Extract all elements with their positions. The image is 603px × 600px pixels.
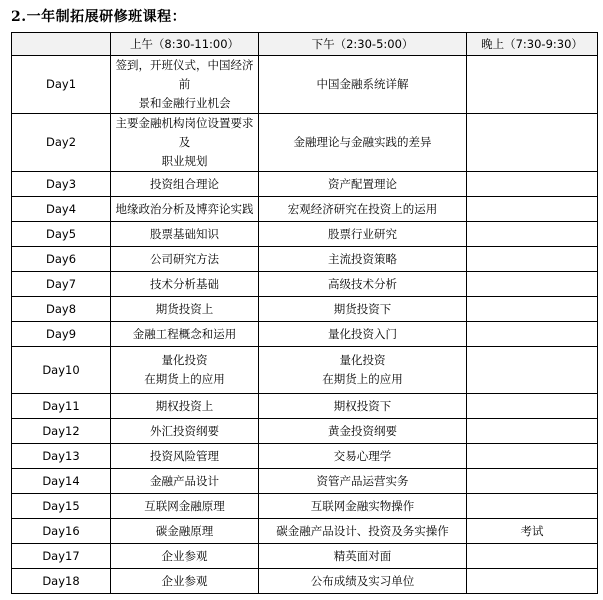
morning-cell xyxy=(111,544,259,569)
table-row xyxy=(12,114,598,172)
table-row xyxy=(12,247,598,272)
evening-cell xyxy=(467,172,598,197)
day-cell: Day16 xyxy=(12,519,111,544)
day-cell: Day2 xyxy=(12,114,111,172)
afternoon-cell-line: 股票行业研究 xyxy=(328,226,397,241)
afternoon-cell xyxy=(259,394,467,419)
afternoon-cell-line: 期权投资下 xyxy=(333,398,392,413)
evening-cell xyxy=(467,197,598,222)
table-row xyxy=(12,272,598,297)
day-cell: Day4 xyxy=(12,197,111,222)
table-row xyxy=(12,469,598,494)
morning-cell xyxy=(111,394,259,419)
morning-cell xyxy=(111,494,259,519)
table-row xyxy=(12,394,598,419)
afternoon-cell xyxy=(259,56,467,114)
afternoon-cell xyxy=(259,197,467,222)
evening-cell xyxy=(467,419,598,444)
evening-cell xyxy=(467,56,598,114)
header-morning: 上午（8:30-11:00） xyxy=(111,33,259,56)
morning-cell-line: 职业规划 xyxy=(161,154,208,168)
afternoon-cell xyxy=(259,419,467,444)
afternoon-cell-line: 期货投资下 xyxy=(333,301,392,316)
day-cell: Day7 xyxy=(12,272,111,297)
morning-cell-line: 企业参观 xyxy=(161,548,208,563)
evening-cell xyxy=(467,114,598,172)
morning-cell-line: 技术分析基础 xyxy=(150,276,219,291)
morning-cell-line: 企业参观 xyxy=(161,573,208,588)
day-cell: Day12 xyxy=(12,419,111,444)
afternoon-cell-line: 互联网金融实物操作 xyxy=(310,498,415,513)
evening-cell xyxy=(467,322,598,347)
header-evening: 晚上（7:30-9:30） xyxy=(467,33,598,56)
table-row xyxy=(12,544,598,569)
afternoon-cell-line: 在期货上的应用 xyxy=(322,372,403,386)
morning-cell-line: 地缘政治分析及博弈论实践 xyxy=(115,201,254,216)
afternoon-cell-line: 资管产品运营实务 xyxy=(316,473,409,488)
afternoon-cell-line: 中国金融系统详解 xyxy=(316,77,409,91)
afternoon-cell-line: 资产配置理论 xyxy=(328,176,397,191)
afternoon-cell-line: 交易心理学 xyxy=(333,448,392,463)
morning-cell-line: 互联网金融原理 xyxy=(144,498,225,513)
morning-cell xyxy=(111,114,259,172)
day-cell: Day18 xyxy=(12,569,111,594)
table-row xyxy=(12,444,598,469)
morning-cell-line: 主要金融机构岗位设置要求及 xyxy=(115,116,254,149)
afternoon-cell xyxy=(259,247,467,272)
morning-cell-line: 公司研究方法 xyxy=(150,251,219,266)
day-cell: Day3 xyxy=(12,172,111,197)
afternoon-cell xyxy=(259,222,467,247)
morning-cell-line: 在期货上的应用 xyxy=(144,372,225,386)
afternoon-cell-line: 金融理论与金融实践的差异 xyxy=(293,135,432,149)
table-row xyxy=(12,419,598,444)
afternoon-cell xyxy=(259,494,467,519)
afternoon-cell xyxy=(259,272,467,297)
morning-cell xyxy=(111,569,259,594)
table-row xyxy=(12,56,598,114)
table-row xyxy=(12,172,598,197)
morning-cell-line: 期货投资上 xyxy=(155,301,214,316)
day-cell: Day1 xyxy=(12,56,111,114)
morning-cell xyxy=(111,272,259,297)
day-cell: Day6 xyxy=(12,247,111,272)
afternoon-cell xyxy=(259,519,467,544)
morning-cell xyxy=(111,519,259,544)
table-row xyxy=(12,222,598,247)
page-title: 2.一年制拓展研修班课程： xyxy=(11,9,187,25)
table-row xyxy=(12,322,598,347)
afternoon-cell-line: 碳金融产品设计、投资及务实操作 xyxy=(276,523,449,538)
morning-cell-line: 签到，开班仪式，中国经济前 xyxy=(115,58,254,91)
afternoon-cell-line: 精英面对面 xyxy=(333,548,392,563)
afternoon-cell xyxy=(259,469,467,494)
evening-cell xyxy=(467,469,598,494)
afternoon-cell xyxy=(259,297,467,322)
evening-cell xyxy=(467,347,598,394)
day-cell: Day8 xyxy=(12,297,111,322)
header-day xyxy=(12,33,111,56)
day-cell: Day13 xyxy=(12,444,111,469)
afternoon-cell-line: 黄金投资纲要 xyxy=(328,423,397,438)
morning-cell xyxy=(111,172,259,197)
evening-cell xyxy=(467,394,598,419)
afternoon-cell-line: 主流投资策略 xyxy=(328,251,397,266)
evening-cell xyxy=(467,444,598,469)
morning-cell-line: 投资风险管理 xyxy=(150,448,219,463)
afternoon-cell xyxy=(259,544,467,569)
morning-cell-line: 外汇投资纲要 xyxy=(150,423,219,438)
evening-cell xyxy=(467,272,598,297)
table-row xyxy=(12,197,598,222)
afternoon-cell xyxy=(259,569,467,594)
day-cell: Day14 xyxy=(12,469,111,494)
morning-cell-line: 金融工程概念和运用 xyxy=(132,326,237,341)
schedule-table xyxy=(11,32,598,594)
afternoon-cell xyxy=(259,444,467,469)
morning-cell xyxy=(111,322,259,347)
afternoon-cell-line: 量化投资入门 xyxy=(328,326,397,341)
afternoon-cell xyxy=(259,322,467,347)
morning-cell xyxy=(111,247,259,272)
table-row xyxy=(12,347,598,394)
day-cell: Day15 xyxy=(12,494,111,519)
evening-cell xyxy=(467,569,598,594)
evening-cell xyxy=(467,297,598,322)
day-cell: Day10 xyxy=(12,347,111,394)
morning-cell xyxy=(111,222,259,247)
morning-cell-line: 投资组合理论 xyxy=(150,176,219,191)
evening-cell: 考试 xyxy=(467,519,598,544)
afternoon-cell xyxy=(259,347,467,394)
evening-cell xyxy=(467,494,598,519)
morning-cell xyxy=(111,297,259,322)
table-row xyxy=(12,297,598,322)
afternoon-cell xyxy=(259,172,467,197)
day-cell: Day17 xyxy=(12,544,111,569)
morning-cell xyxy=(111,444,259,469)
evening-cell xyxy=(467,544,598,569)
morning-cell-line: 期权投资上 xyxy=(155,398,214,413)
morning-cell xyxy=(111,197,259,222)
morning-cell xyxy=(111,469,259,494)
table-row xyxy=(12,494,598,519)
afternoon-cell-line: 量化投资 xyxy=(339,353,386,367)
afternoon-cell xyxy=(259,114,467,172)
morning-cell-line: 量化投资 xyxy=(161,353,208,367)
day-cell: Day9 xyxy=(12,322,111,347)
day-cell: Day11 xyxy=(12,394,111,419)
header-row xyxy=(12,33,598,56)
morning-cell-line: 股票基础知识 xyxy=(150,226,219,241)
morning-cell-line: 景和金融行业机会 xyxy=(138,96,231,110)
morning-cell xyxy=(111,419,259,444)
table-row xyxy=(12,569,598,594)
table-row xyxy=(12,519,598,544)
afternoon-cell-line: 高级技术分析 xyxy=(328,276,397,291)
morning-cell-line: 金融产品设计 xyxy=(150,473,219,488)
day-cell: Day5 xyxy=(12,222,111,247)
morning-cell-line: 碳金融原理 xyxy=(155,523,214,538)
afternoon-cell-line: 公布成绩及实习单位 xyxy=(310,573,415,588)
morning-cell xyxy=(111,347,259,394)
header-afternoon: 下午（2:30-5:00） xyxy=(259,33,467,56)
evening-cell xyxy=(467,222,598,247)
afternoon-cell-line: 宏观经济研究在投资上的运用 xyxy=(287,201,438,216)
evening-cell xyxy=(467,247,598,272)
morning-cell xyxy=(111,56,259,114)
